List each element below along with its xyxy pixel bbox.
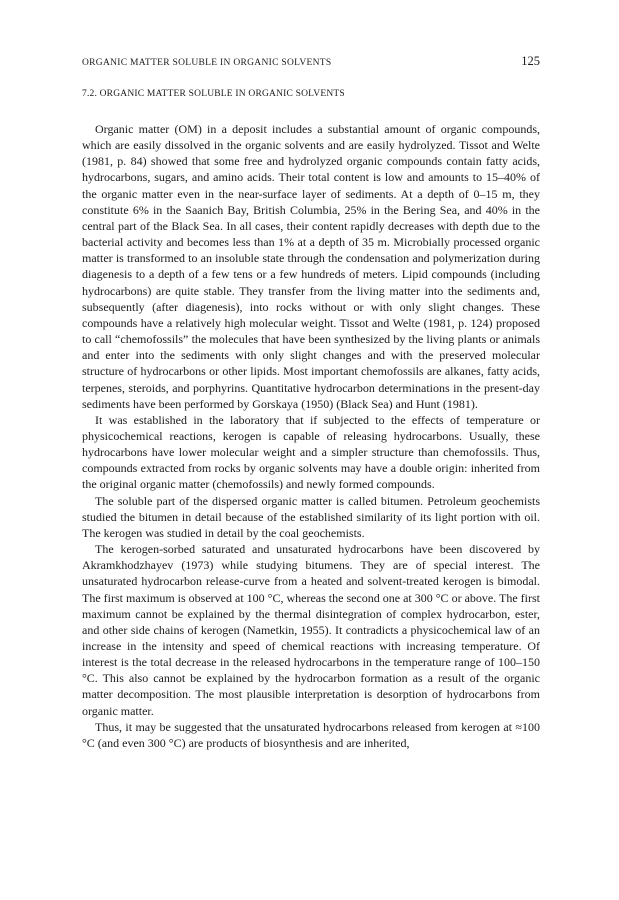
paragraph: It was established in the laboratory that if subjected to the effects of temperature or physicochemical reactions, kerogen is capable of releasing hydrocarbons. Usually, these hydrocarbons have lower molecular weight and a simpler structure than chemofossils. Thus, compounds extracted from rocks by organic solvents may have a double origin: inherited from the original organic matter (chemofossils) and newly formed compounds. bbox=[82, 412, 540, 492]
page-number: 125 bbox=[521, 54, 540, 68]
paragraph: The soluble part of the dispersed organic matter is called bitumen. Petroleum geochemists studied the bitumen in detail because of the established similarity of its light portion with oil. The kerogen was studied in detail by the coal geochemists. bbox=[82, 493, 540, 540]
running-title: ORGANIC MATTER SOLUBLE IN ORGANIC SOLVENTS bbox=[82, 58, 332, 68]
body-text bbox=[82, 121, 540, 751]
paragraph: The kerogen-sorbed saturated and unsaturated hydrocarbons have been discovered by Akramkhodzhayev (1973) while studying bitumens. They are of special interest. The unsaturated hydrocarbon release-curve from a heated and solvent-treated kerogen is bimodal. The first maximum is observed at 100 °C, whereas the second one at 300 °C or above. The first maximum cannot be explained by the thermal disintegration of complex hydrocarbon, ester, and other side chains of kerogen (Nametkin, 1955). It contradicts a physicochemical law of an increase in the intensity and speed of chemical reactions with increasing temperature. Of interest is the total decrease in the released hydrocarbons in the temperature range of 100–150 °C. This also cannot be explained by the hydrocarbon formation as a result of the organic matter decomposition. The most plausible interpretation is desorption of hydrocarbons from organic matter. bbox=[82, 542, 540, 718]
section-heading: 7.2. ORGANIC MATTER SOLUBLE IN ORGANIC SOLVENTS bbox=[82, 89, 345, 99]
paragraph: Organic matter (OM) in a deposit includes a substantial amount of organic compounds, which are easily dissolved in the organic solvents and are easily hydrolyzed. Tissot and Welte (1981, p. 84) showed that some free and hydrolyzed organic compounds contain fatty acids, hydrocarbons, sugars, and amino acids. Their total content is low and amounts to 15–40% of the organic matter even in the near-surface layer of sediments. At a depth of 0–15 m, they constitute 6% in the Saanich Bay, British Columbia, 25% in the Bering Sea, and 40% in the central part of the Black Sea. In all cases, their content rapidly decreases with depth due to the bacterial activity and becomes less than 1% at a depth of 35 m. Microbially processed organic matter is transformed to an insoluble state through the condensation and polymerization during diagenesis to a depth of a few tens or a few hundreds of meters. Lipid compounds (including hydrocarbons) are quite stable. They transfer from the living matter into the sediments and, subsequently (after diagenesis), into rocks without or with only slight changes. These compounds have a relatively high molecular weight. Tissot and Welte (1981, p. 124) proposed to call “chemofossils” the molecules that have been synthesized by the living plants or animals and enter into the sediments with only slight changes and with the preserved molecular structure of hydrocarbons or other lipids. Most important chemofossils are alkanes, fatty acids, terpenes, steroids, and porphyrins. Quantitative hydrocarbon determinations in the present-day sediments have been performed by Gorskaya (1950) (Black Sea) and Hunt (1981). bbox=[82, 122, 540, 411]
running-header bbox=[82, 54, 540, 69]
book-page bbox=[82, 54, 540, 751]
paragraph: Thus, it may be suggested that the unsaturated hydrocarbons released from kerogen at ≈100 °C (and even 300 °C) are products of biosynthesis and are inherited, bbox=[82, 719, 540, 750]
